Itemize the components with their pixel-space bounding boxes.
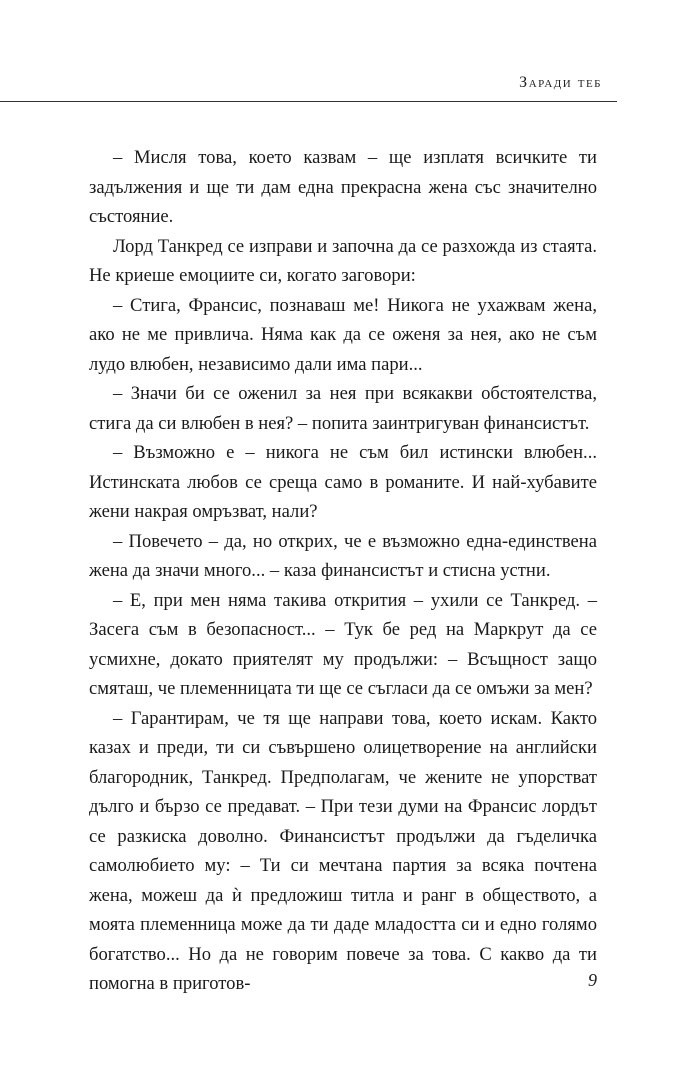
page-body xyxy=(89,143,597,999)
paragraph: – Е, при мен няма такива открития – ухили се Танкред. – Засега съм в безопасност... – Тук бе ред на Маркрут да се усмихне, докато приятелят му продължи: – Всъщност защо смяташ, че племенницата ти ще се съгласи да се омъжи за мен? xyxy=(89,589,597,699)
header-divider xyxy=(0,101,617,102)
paragraph: – Възможно е – никога не съм бил истински влюбен... Истинската любов се среща само в романите. И най-хубавите жени накрая омръзват, нали? xyxy=(89,442,597,522)
paragraph: Лорд Танкред се изправи и започна да се разхожда из стаята. Не криеше емоциите си, когато заговори: xyxy=(89,235,597,286)
paragraph: – Стига, Франсис, познаваш ме! Никога не ухажвам жена, ако не ме привлича. Няма как да се оженя за нея, ако не съм лудо влюбен, независимо дали има пари... xyxy=(89,294,597,375)
paragraph: – Значи би се оженил за нея при всякакви обстоятелства, стига да си влюбен в нея? – попита заинтригуван финансистът. xyxy=(89,383,597,434)
paragraph: – Повечето – да, но открих, че е възможно една-единствена жена да значи много... – каза финансистът и стисна устни. xyxy=(89,530,597,581)
page-number: 9 xyxy=(588,970,597,990)
paragraph: – Гарантирам, че тя ще направи това, което искам. Както казах и преди, ти си съвършено олицетворение на английски благородник, Танкред. Предполагам, че жените не упорстват дълго и бързо се предават. – При тези думи на Франсис лордът се разкиска доволно. Финансистът продължи да гъделичка самолюбието му: – Ти си мечтана партия за всяка почтена жена, можеш да ѝ предложиш титла и ранг в обществото, а моята племенница може да ти даде младостта си и едно голямо богатство... Но да не говорим повече за това. С какво да ти помогна в приготов- xyxy=(89,707,597,994)
paragraph: – Мисля това, което казвам – ще изплатя всичките ти задължения и ще ти дам една прекрасна жена със значително състояние. xyxy=(89,147,597,227)
running-header-title: Заради теб xyxy=(519,74,602,91)
